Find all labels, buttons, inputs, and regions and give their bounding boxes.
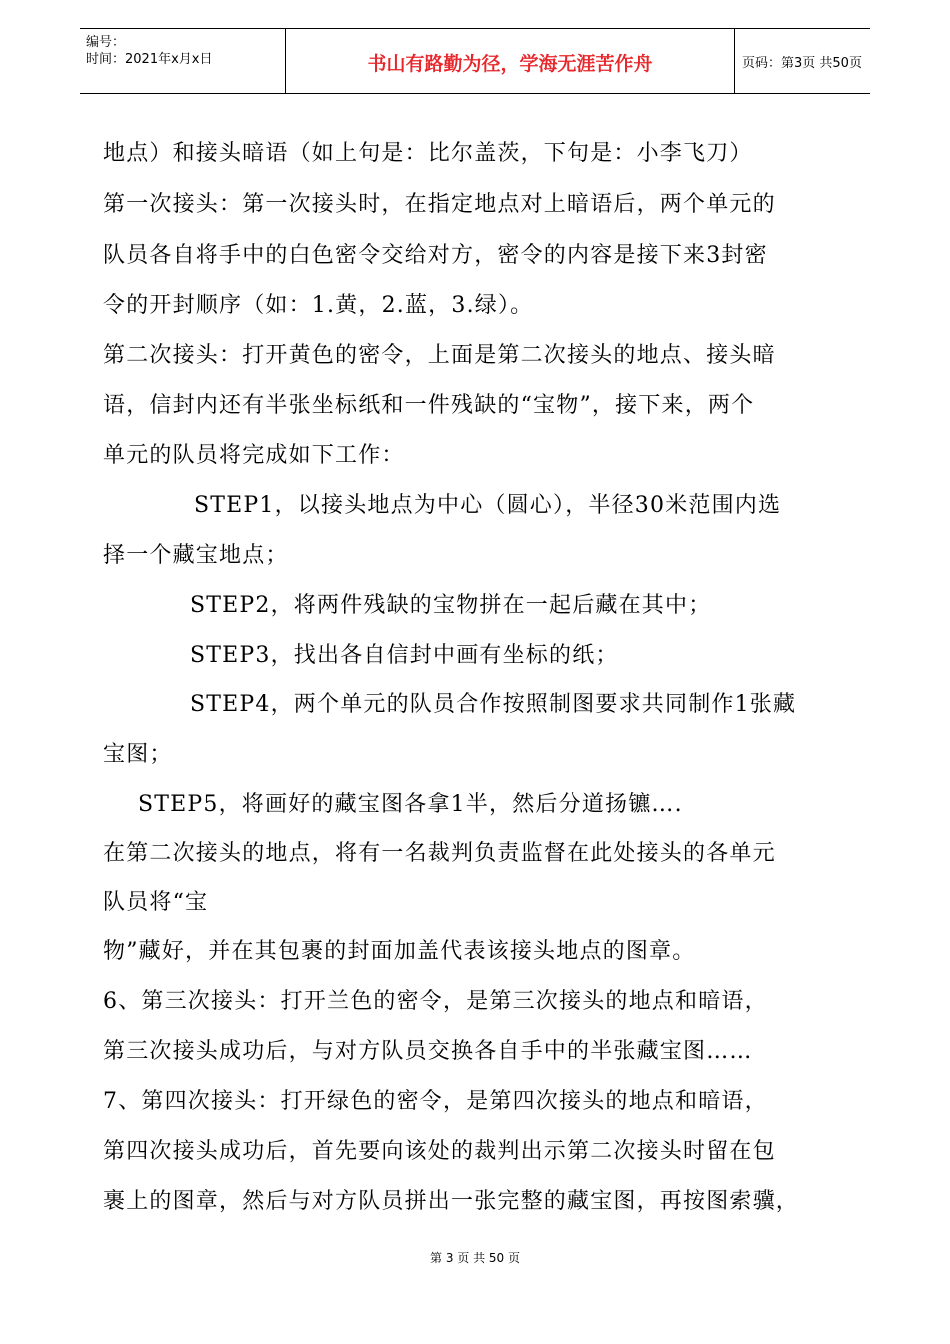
header-meta-cell (80, 29, 285, 93)
header-page-info: 页码：第3页 共50页 (742, 56, 862, 71)
header-motto: 书山有路勤为径，学海无涯苦作舟 (367, 53, 653, 75)
document-date: 时间：2021年x月x日 (86, 52, 213, 67)
page-footer (0, 1249, 950, 1267)
body-line: 地点）和接头暗语（如上句是：比尔盖茨，下句是：小李飞刀） (103, 141, 753, 166)
body-line: 第一次接头：第一次接头时，在指定地点对上暗语后，两个单元的 (103, 192, 776, 217)
body-line: 物”藏好，并在其包裹的封面加盖代表该接头地点的图章。 (103, 939, 696, 964)
body-line: 第四次接头成功后，首先要向该处的裁判出示第二次接头时留在包 (103, 1139, 776, 1164)
footer-page-number: 第 3 页 共 50 页 (430, 1251, 520, 1265)
body-line: STEP5，将画好的藏宝图各拿1半，然后分道扬镳…. (138, 792, 683, 817)
body-line: 7、第四次接头：打开绿色的密令，是第四次接头的地点和暗语， (103, 1089, 768, 1114)
body-line: 单元的队员将完成如下工作： (103, 443, 405, 468)
body-line: 队员各自将手中的白色密令交给对方，密令的内容是接下来3封密 (103, 243, 768, 268)
page-header (80, 28, 870, 94)
body-line: 在第二次接头的地点，将有一名裁判负责监督在此处接头的各单元 (103, 841, 776, 866)
body-line: 队员将“宝 (103, 890, 209, 915)
body-line: 第二次接头：打开黄色的密令，上面是第二次接头的地点、接头暗 (103, 343, 776, 368)
body-line: 令的开封顺序（如：1.黄，2.蓝，3.绿）。 (103, 293, 534, 318)
body-line: 6、第三次接头：打开兰色的密令，是第三次接头的地点和暗语， (103, 989, 768, 1014)
header-page-cell (734, 29, 870, 93)
body-line: STEP4，两个单元的队员合作按照制图要求共同制作1张藏 (190, 692, 797, 717)
body-line: STEP1，以接头地点为中心（圆心），半径30米范围内选 (194, 493, 782, 518)
body-line: 第三次接头成功后，与对方队员交换各自手中的半张藏宝图…… (103, 1039, 753, 1064)
body-line: STEP3，找出各自信封中画有坐标的纸； (190, 643, 619, 668)
body-line: 语，信封内还有半张坐标纸和一件残缺的“宝物”，接下来，两个 (103, 393, 755, 418)
body-line: STEP2，将两件残缺的宝物拼在一起后藏在其中； (190, 593, 712, 618)
body-line: 择一个藏宝地点； (103, 543, 289, 568)
header-motto-cell (285, 29, 735, 93)
body-line: 裹上的图章，然后与对方队员拼出一张完整的藏宝图，再按图索骥， (103, 1189, 800, 1214)
document-number-label: 编号： (86, 35, 126, 50)
body-line: 宝图； (103, 742, 173, 767)
